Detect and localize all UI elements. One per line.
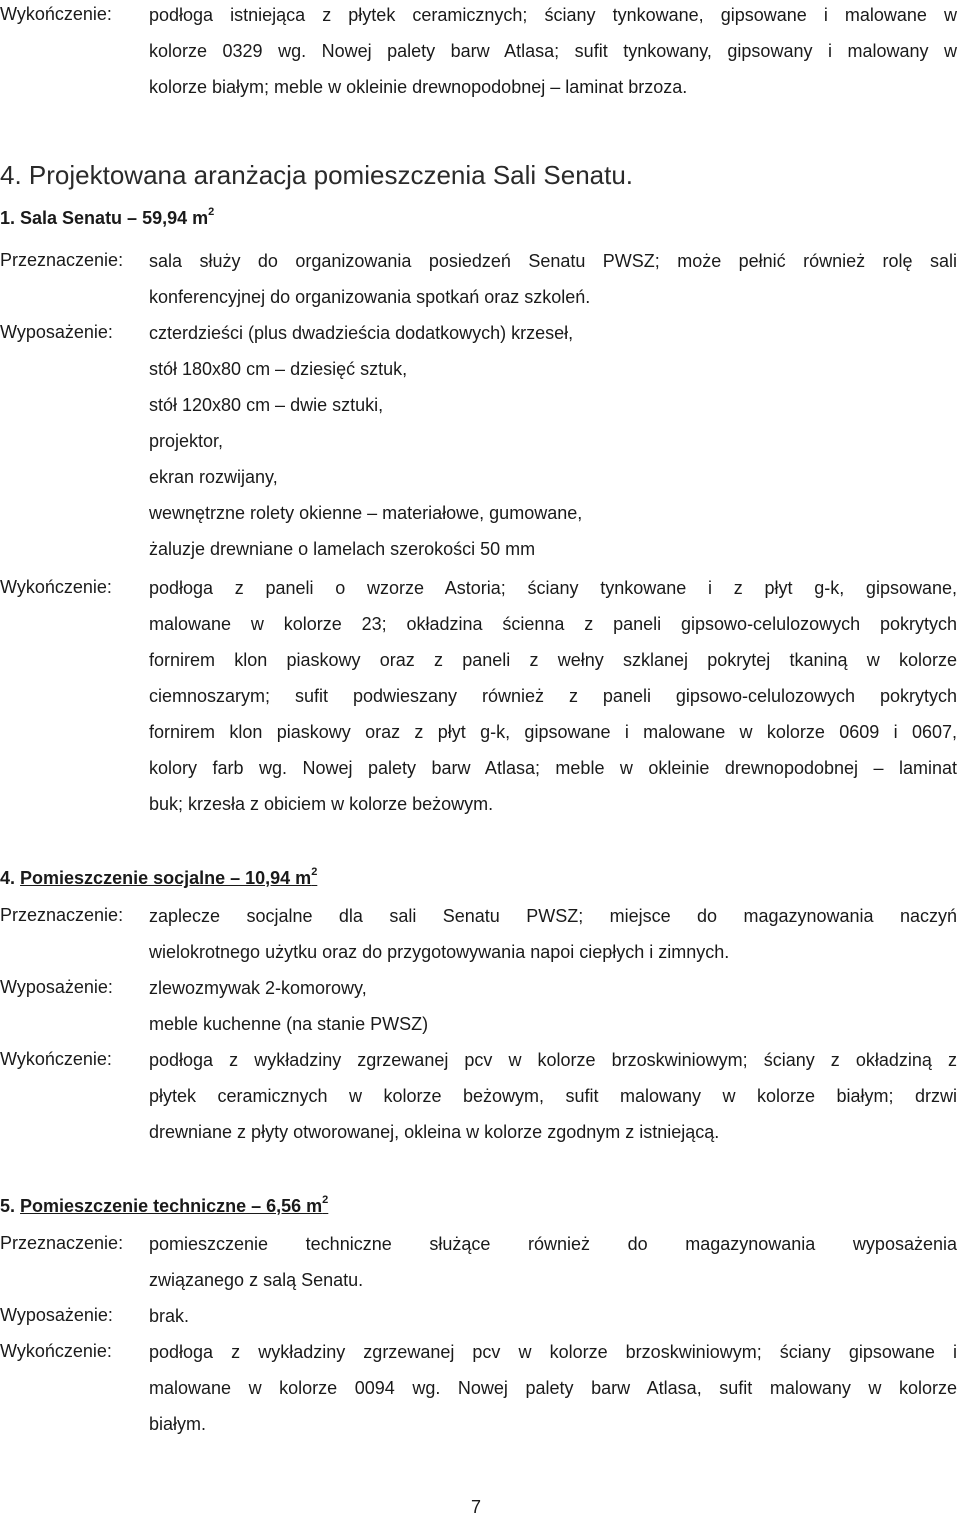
room1-equipment-list [149,315,957,567]
text-line: sala służy do organizowania posiedzeń Senatu PWSZ; może pełnić również rolę sali [149,251,957,271]
text-line: malowane w kolorze 0094 wg. Nowej palety barw Atlasa, sufit malowany w kolorze [149,1378,957,1398]
text-line: kolorze 0329 wg. Nowej palety barw Atlasa; sufit tynkowany, gipsowany i malowany w [149,41,957,61]
text-line: malowane w kolorze 23; okładzina ścienna z paneli gipsowo-celulozowych pokrytych [149,614,957,634]
room5-equipment-label: Wyposażenie: [0,1305,113,1325]
text-line: fornirem klon piaskowy oraz z paneli z wełny szklanej pokrytej tkaniną w kolorze [149,650,957,670]
room1-purpose-label: Przeznaczenie: [0,250,124,270]
room4-equipment-list [149,970,957,1042]
room1-equipment-label: Wyposażenie: [0,322,113,342]
room4-heading-title: Pomieszczenie socjalne – 10,94 m [20,868,312,888]
list-item: ekran rozwijany, [149,467,278,487]
room1-finish-text [149,570,957,822]
room1-unit-sup: 2 [208,206,215,218]
room4-equipment-label: Wyposażenie: [0,977,113,997]
text-line: pomieszczenie techniczne służące również do magazynowania wyposażenia [149,1234,957,1254]
list-item: stół 180x80 cm – dziesięć sztuk, [149,359,408,379]
text-line: związanego z salą Senatu. [149,1270,364,1290]
text-line: kolory farb wg. Nowej palety barw Atlasa; meble w okleinie drewnopodobnej – laminat [149,758,957,778]
room1-finish-label: Wykończenie: [0,577,112,597]
room4-finish-label: Wykończenie: [0,1049,112,1069]
room4-heading-text [20,868,317,888]
list-item: meble kuchenne (na stanie PWSZ) [149,1014,429,1034]
room1-heading-text: 1. Sala Senatu – 59,94 m [0,208,209,228]
room5-unit-sup: 2 [322,1194,329,1206]
list-item: brak. [149,1306,190,1326]
text-line: podłoga istniejąca z płytek ceramicznych; ściany tynkowane, gipsowane i malowane w [149,5,957,25]
room4-heading-num: 4. [0,868,16,888]
page-number: 7 [471,1497,482,1517]
text-line: buk; krzesła z obiciem w kolorze beżowym. [149,794,494,814]
room5-purpose-text [149,1226,957,1298]
text-line: podłoga z wykładziny zgrzewanej pcv w kolorze brzoskwiniowym; ściany gipsowane i [149,1342,957,1362]
text-line: wielokrotnego użytku oraz do przygotowywania napoi ciepłych i zimnych. [149,942,730,962]
room1-heading [0,208,214,229]
room5-heading-title: Pomieszczenie techniczne – 6,56 m [20,1196,323,1216]
section-heading: 4. Projektowana aranżacja pomieszczenia Sali Senatu. [0,160,634,190]
room5-finish-label: Wykończenie: [0,1341,112,1361]
room4-purpose-label: Przeznaczenie: [0,905,124,925]
text-line: podłoga z wykładziny zgrzewanej pcv w kolorze brzoskwiniowym; ściany z okładziną z [149,1050,957,1070]
room5-heading [0,1196,328,1217]
text-line: drewniane z płyty otworowanej, okleina w kolorze zgodnym z istniejącą. [149,1122,720,1142]
list-item: stół 120x80 cm – dwie sztuki, [149,395,384,415]
room1-purpose-text [149,243,957,315]
room4-finish-text [149,1042,957,1150]
list-item: projektor, [149,431,224,451]
room5-purpose-label: Przeznaczenie: [0,1233,124,1253]
room5-equipment-list [149,1298,957,1334]
text-line: kolorze białym; meble w okleinie drewnopodobnej – laminat brzoza. [149,77,688,97]
room4-heading [0,868,317,889]
room5-heading-num: 5. [0,1196,16,1216]
text-line: ciemnoszarym; sufit podwieszany również z paneli gipsowo-celulozowych pokrytych [149,686,957,706]
list-item: zlewozmywak 2-komorowy, [149,978,367,998]
text-line: konferencyjnej do organizowania spotkań oraz szkoleń. [149,287,591,307]
intro-finish-label: Wykończenie: [0,4,112,24]
room4-unit-sup: 2 [311,866,318,878]
room4-purpose-text [149,898,957,970]
room5-finish-text [149,1334,957,1442]
text-line: fornirem klon piaskowy oraz z płyt g-k, gipsowane i malowane w kolorze 0609 i 0607, [149,722,957,742]
intro-finish-text [149,0,957,105]
text-line: płytek ceramicznych w kolorze beżowym, sufit malowany w kolorze białym; drzwi [149,1086,957,1106]
list-item: wewnętrzne rolety okienne – materiałowe, gumowane, [149,503,583,523]
list-item: czterdzieści (plus dwadzieścia dodatkowych) krzeseł, [149,323,574,343]
room5-heading-text [20,1196,328,1216]
text-line: białym. [149,1414,207,1434]
list-item: żaluzje drewniane o lamelach szerokości 50 mm [149,539,536,559]
text-line: zaplecze socjalne dla sali Senatu PWSZ; miejsce do magazynowania naczyń [149,906,957,926]
text-line: podłoga z paneli o wzorze Astoria; ściany tynkowane i z płyt g-k, gipsowane, [149,578,957,598]
